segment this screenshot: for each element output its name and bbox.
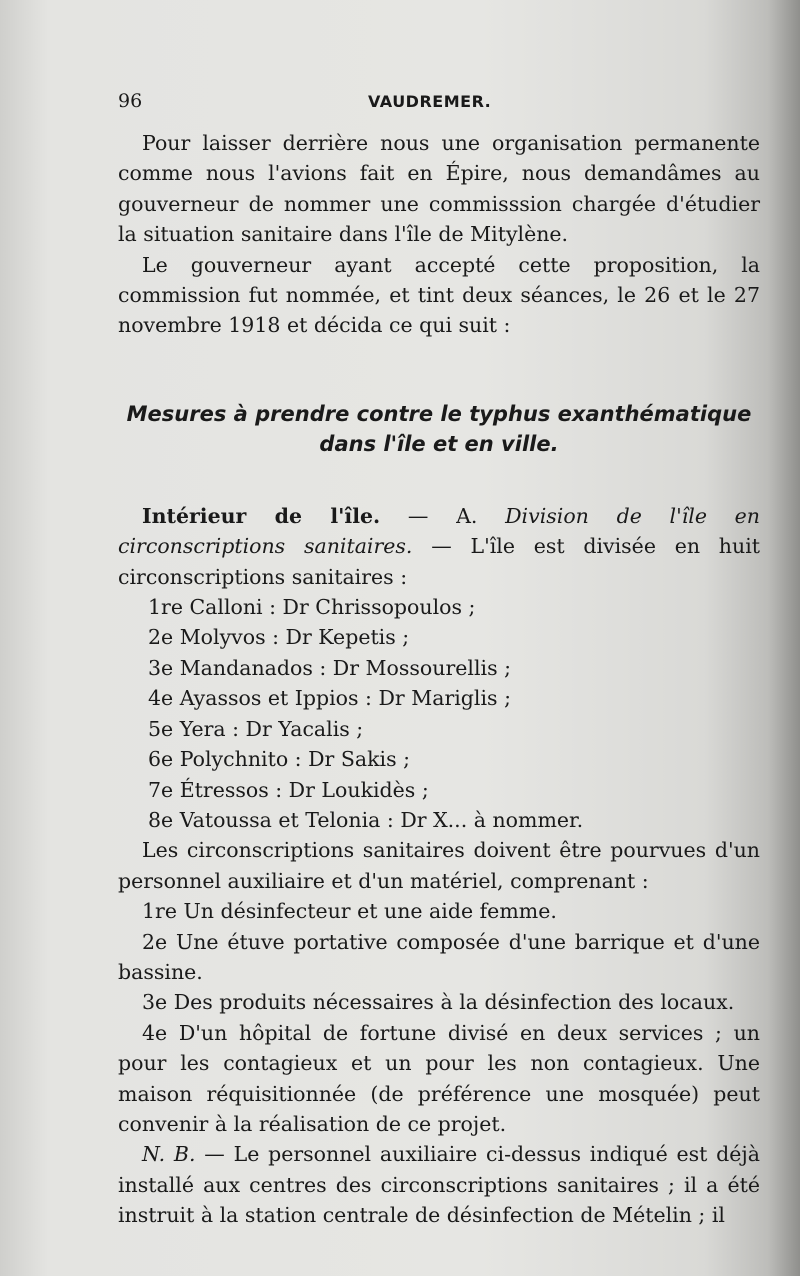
section-title: Intérieur de l'île. [142, 503, 381, 528]
section-subtitle: Division de l'île en circonscriptions sanitaires. [118, 503, 761, 559]
section-heading [118, 399, 760, 459]
nb-label: N. B. [142, 1142, 196, 1167]
paragraph-organisation: Pour laisser derrière nous une organisation permanente comme nous l'avions fait en Épire, nous demandâmes au gouverneur de nommer une commisssion chargée d'étudier la situation sanitaire dans l'île de Mitylène. [118, 131, 760, 247]
page-body [118, 128, 760, 1231]
item-hopital: 4e D'un hôpital de fortune divisé en deux services ; un pour les contagieux et un pour les non contagieux. Une maison réquisitionnée (de préférence une mosquée) peut convenir à la réalisation de ce projet. [118, 1020, 760, 1136]
paragraph-division [118, 501, 760, 592]
paragraph-personnel: Les circonscriptions sanitaires doivent être pourvues d'un personnel auxiliaire et d'un matériel, comprenant : [118, 838, 760, 893]
list-item: 8e Vatoussa et Telonia : Dr X... à nommer. [148, 807, 584, 832]
list-item: 7e Étressos : Dr Loukidès ; [148, 777, 429, 802]
list-item: 2e Molyvos : Dr Kepetis ; [148, 625, 410, 650]
paragraph-commission: Le gouverneur ayant accepté cette proposition, la commission fut nommée, et tint deux séances, le 26 et le 27 novembre 1918 et décida ce qui suit : [118, 252, 760, 338]
list-item: 4e Ayassos et Ippios : Dr Mariglis ; [148, 686, 511, 711]
item-etuve: 2e Une étuve portative composée d'une barrique et d'une bassine. [118, 929, 760, 984]
nb-text: — Le personnel auxiliaire ci-dessus indiqué est déjà installé aux centres des circonscriptions sanitaires ; il a été instruit à la station centrale de désinfection de Mételin ; il [118, 1142, 760, 1228]
heading-line-1: Mesures à prendre contre le typhus exanthématique [126, 401, 752, 426]
running-title: VAUDREMER. [368, 92, 492, 111]
running-header [118, 90, 758, 118]
circonscriptions-list [118, 592, 760, 835]
heading-line-2: dans l'île et en ville. [319, 431, 559, 456]
section-dash: — A. [380, 503, 506, 528]
item-desinfecteur: 1re Un désinfecteur et une aide femme. [142, 899, 557, 924]
list-item: 6e Polychnito : Dr Sakis ; [148, 747, 411, 772]
section-text: — L'île est divisée en huit circonscriptions sanitaires : [118, 534, 760, 589]
item-produits: 3e Des produits nécessaires à la désinfection des locaux. [142, 990, 735, 1015]
list-item: 3e Mandanados : Dr Mossourellis ; [148, 655, 512, 680]
list-item: 5e Yera : Dr Yacalis ; [148, 716, 364, 741]
list-item: 1re Calloni : Dr Chrissopoulos ; [148, 595, 476, 620]
paragraph-nota-bene [118, 1139, 760, 1230]
page-number: 96 [118, 90, 143, 112]
